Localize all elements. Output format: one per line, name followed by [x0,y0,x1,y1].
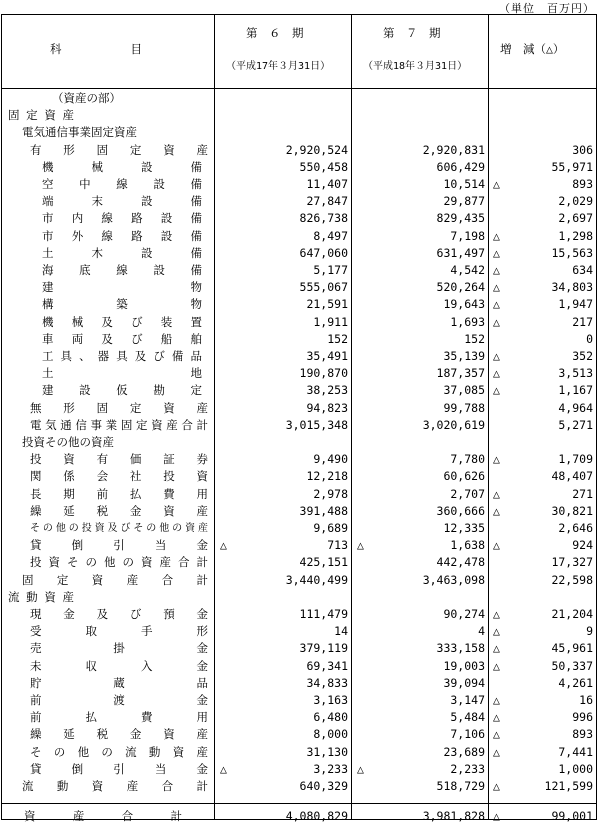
change-value: 48,407 [551,469,593,484]
table-row [2,262,596,279]
period6-value: 425,151 [299,555,348,570]
table-row [2,279,596,296]
change-value: 1,167 [558,383,593,398]
change-negative-triangle: △ [493,624,500,639]
period7-value: 4,542 [450,263,485,277]
change-value: 306 [572,142,593,157]
table-row [2,176,596,193]
change-value: 121,599 [544,779,593,793]
table-row [2,451,596,468]
total-period6: 4,080,829 [285,809,348,823]
period6-value: 555,067 [299,280,348,295]
change-value: 21,204 [551,607,593,621]
period7-value: 2,920,831 [422,142,485,157]
period7-value: 829,435 [436,211,485,226]
change-value: 4,261 [558,675,593,690]
period6-value: 2,978 [313,486,348,501]
total-row [2,804,596,823]
table-row [2,572,596,589]
period6-value: 379,119 [299,641,348,656]
period7-value: 29,877 [443,194,485,209]
period6-value: 8,000 [313,727,348,742]
period7-value: 19,003 [443,658,485,673]
change-negative-triangle: △ [493,641,500,656]
change-negative-triangle: △ [493,366,500,381]
total-change-triangle: △ [493,809,500,823]
change-negative-triangle: △ [493,710,500,725]
row-label: 関係会社投資 [30,469,208,484]
period6-negative-triangle: △ [220,538,227,553]
period7-value: 12,335 [443,521,485,535]
period7-value: 5,484 [450,710,485,725]
row-label: 海底線設備 [42,263,202,277]
column-divider [351,15,352,88]
table-row [2,314,596,331]
table-body [2,90,596,802]
change-value: 2,697 [558,211,593,226]
period6-value: 38,253 [306,383,348,398]
period6-value: 6,480 [313,710,348,725]
table-row [2,520,596,537]
period7-value: 35,139 [443,349,485,363]
period6-value: 9,689 [313,521,348,535]
change-negative-triangle: △ [493,727,500,742]
table-row [2,726,596,743]
table-row [2,107,596,124]
header-period7-date: （平成18年３月31日） [363,61,468,72]
change-negative-triangle: △ [493,658,500,673]
period7-value: 37,085 [443,383,485,398]
table-row [2,675,596,692]
row-label: 機械及び装置 [42,314,202,329]
column-divider [488,15,489,88]
period6-value: 1,911 [313,314,348,329]
period6-value: 94,823 [306,400,348,415]
header-change: 増 減（△） [500,42,565,56]
period7-value: 39,094 [443,675,485,690]
table-row [2,193,596,210]
change-value: 50,337 [551,658,593,673]
period6-value: 190,870 [299,366,348,381]
table-row [2,606,596,623]
row-label: 流動資産 [8,589,74,604]
row-label: 貸倒引当金 [30,538,208,553]
period7-value: 4 [478,624,485,639]
period7-value: 3,463,098 [422,572,485,587]
table-row [2,365,596,382]
change-value: 1,947 [558,297,593,312]
period6-value: 9,490 [313,452,348,467]
period6-value: 69,341 [306,658,348,673]
change-value: 3,513 [558,366,593,381]
change-value: 924 [572,538,593,553]
row-label: 固定資産合計 [22,572,208,587]
row-label: 未収入金 [30,658,208,673]
period6-value: 152 [327,331,348,346]
row-label: 固定資産 [8,108,74,123]
row-label: 投資その他の資産合計 [30,555,208,570]
table-header [2,15,596,89]
period7-value: 152 [464,331,485,346]
period6-value: 3,233 [313,761,348,776]
table-row [2,640,596,657]
change-negative-triangle: △ [493,779,500,793]
table-row [2,761,596,778]
period7-value: 99,788 [443,400,485,415]
table-row [2,503,596,520]
change-value: 16 [579,693,593,707]
period6-value: 12,218 [306,469,348,484]
row-label: 市外線路設備 [42,228,202,243]
period7-value: 360,666 [436,503,485,518]
row-label: 現金及び預金 [30,607,208,621]
table-row [2,348,596,365]
row-label: 投資その他の資産 [22,435,114,449]
change-value: 1,298 [558,228,593,243]
period7-value: 606,429 [436,159,485,174]
table-row [2,296,596,313]
balance-sheet-table [1,14,597,823]
table-row [2,400,596,417]
period7-value: 333,158 [436,641,485,656]
period7-value: 7,106 [450,727,485,742]
change-value: 5,271 [558,417,593,432]
table-row [2,245,596,262]
total-label: 資産合計 [24,809,182,823]
change-value: 1,709 [558,452,593,467]
change-value: 0 [586,331,593,346]
period6-value: 5,177 [313,263,348,277]
period7-value: 518,729 [436,779,485,793]
period6-value: 550,458 [299,159,348,174]
change-value: 893 [572,727,593,742]
row-label: 受取手形 [30,624,208,639]
change-value: 217 [572,314,593,329]
change-value: 996 [572,710,593,725]
table-row [2,210,596,227]
period6-value: 8,497 [313,228,348,243]
table-row [2,124,596,141]
period6-value: 111,479 [299,607,348,621]
period7-negative-triangle: △ [357,761,364,776]
period6-value: 647,060 [299,245,348,260]
header-period7: 第 ７ 期 [383,26,441,40]
table-row [2,331,596,348]
row-label: 市内線路設備 [42,211,202,226]
unit-label: （単位 百万円） [499,2,595,15]
row-label: 有形固定資産 [30,142,208,157]
change-negative-triangle: △ [493,177,500,191]
period6-value: 3,440,499 [285,572,348,587]
change-value: 45,961 [551,641,593,656]
period6-value: 34,833 [306,675,348,690]
change-value: 7,441 [558,744,593,759]
row-label: 電気通信事業固定資産 [22,125,137,140]
table-row [2,434,596,451]
row-label: その他の投資及びその他の資産 [30,523,208,534]
period7-value: 1,693 [450,314,485,329]
table-row [2,623,596,640]
period7-value: 7,780 [450,452,485,467]
period7-value: 2,707 [450,486,485,501]
change-value: 30,821 [551,503,593,518]
change-value: 352 [572,349,593,363]
row-label: 土地 [42,366,202,381]
period6-value: 31,130 [306,744,348,759]
change-value: 1,000 [558,761,593,776]
change-negative-triangle: △ [493,452,500,467]
row-label: 工具、器具及び備品 [42,349,202,363]
period6-value: 391,488 [299,503,348,518]
period6-negative-triangle: △ [220,761,227,776]
table-row [2,142,596,159]
change-negative-triangle: △ [493,314,500,329]
period7-value: 90,274 [443,607,485,621]
header-period6-date: （平成17年３月31日） [226,61,331,72]
change-negative-triangle: △ [493,607,500,621]
period7-value: 520,264 [436,280,485,295]
table-row [2,90,596,107]
period7-value: 1,638 [450,538,485,553]
change-negative-triangle: △ [493,280,500,295]
period7-value: 60,626 [443,469,485,484]
row-label: 長期前払費用 [30,486,208,501]
change-value: 271 [572,486,593,501]
row-label: 空中線設備 [42,177,202,191]
table-row [2,709,596,726]
table-row [2,692,596,709]
total-period7: 3,981,828 [422,809,485,823]
change-negative-triangle: △ [493,297,500,312]
period6-value: 27,847 [306,194,348,209]
change-negative-triangle: △ [493,228,500,243]
row-label: 流動資産合計 [22,779,208,793]
table-row [2,468,596,485]
period7-value: 187,357 [436,366,485,381]
change-negative-triangle: △ [493,349,500,363]
change-negative-triangle: △ [493,693,500,707]
change-negative-triangle: △ [493,383,500,398]
period6-value: 640,329 [299,779,348,793]
table-row [2,486,596,503]
change-value: 17,327 [551,555,593,570]
change-negative-triangle: △ [493,486,500,501]
period6-value: 713 [327,538,348,553]
change-value: 2,646 [558,521,593,535]
row-label: 売掛金 [30,641,208,656]
row-label: 無形固定資産 [30,400,208,415]
row-label: （資産の部） [52,91,121,105]
row-label: 繰延税金資産 [30,727,208,742]
period6-value: 826,738 [299,211,348,226]
row-label: 前払費用 [30,710,208,725]
row-label: 電気通信事業固定資産合計 [30,417,208,432]
total-change: 99,001 [551,809,593,823]
change-value: 634 [572,263,593,277]
change-negative-triangle: △ [493,245,500,260]
change-negative-triangle: △ [493,263,500,277]
row-label: 貸倒引当金 [30,761,208,776]
change-value: 893 [572,177,593,191]
period6-value: 21,591 [306,297,348,312]
table-row [2,228,596,245]
period7-negative-triangle: △ [357,538,364,553]
row-label: 土木設備 [42,245,202,260]
period6-value: 3,163 [313,693,348,707]
period7-value: 442,478 [436,555,485,570]
row-label: 前渡金 [30,693,208,707]
header-period6: 第 ６ 期 [246,26,304,40]
table-row [2,417,596,434]
table-row [2,658,596,675]
change-value: 22,598 [551,572,593,587]
change-negative-triangle: △ [493,503,500,518]
change-value: 15,563 [551,245,593,260]
table-row [2,778,596,795]
period6-value: 14 [334,624,348,639]
change-value: 4,964 [558,400,593,415]
change-value: 34,803 [551,280,593,295]
period6-value: 11,407 [306,177,348,191]
period7-value: 3,147 [450,693,485,707]
row-label: その他の流動資産 [30,744,208,759]
period6-value: 2,920,524 [285,142,348,157]
period7-value: 3,020,619 [422,417,485,432]
row-label: 車両及び船舶 [42,331,202,346]
row-label: 建設仮勘定 [42,383,202,398]
period6-value: 3,015,348 [285,417,348,432]
header-kamoku: 科 目 [50,42,142,56]
change-negative-triangle: △ [493,744,500,759]
table-row [2,589,596,606]
period7-value: 2,233 [450,761,485,776]
period6-value: 35,491 [306,349,348,363]
period7-value: 10,514 [443,177,485,191]
change-value: 55,971 [551,159,593,174]
change-value: 9 [586,624,593,639]
table-row [2,382,596,399]
table-row [2,744,596,761]
period7-value: 23,689 [443,744,485,759]
row-label: 端末設備 [42,194,202,209]
row-label: 建物 [42,280,202,295]
row-label: 構築物 [42,297,202,312]
row-label: 貯蔵品 [30,675,208,690]
table-row [2,554,596,571]
period7-value: 631,497 [436,245,485,260]
row-label: 繰延税金資産 [30,503,208,518]
change-negative-triangle: △ [493,538,500,553]
period7-value: 19,643 [443,297,485,312]
table-row [2,537,596,554]
row-label: 機械設備 [42,159,202,174]
change-value: 2,029 [558,194,593,209]
table-row [2,159,596,176]
column-divider [214,15,215,88]
period7-value: 7,198 [450,228,485,243]
row-label: 投資有価証券 [30,452,208,467]
